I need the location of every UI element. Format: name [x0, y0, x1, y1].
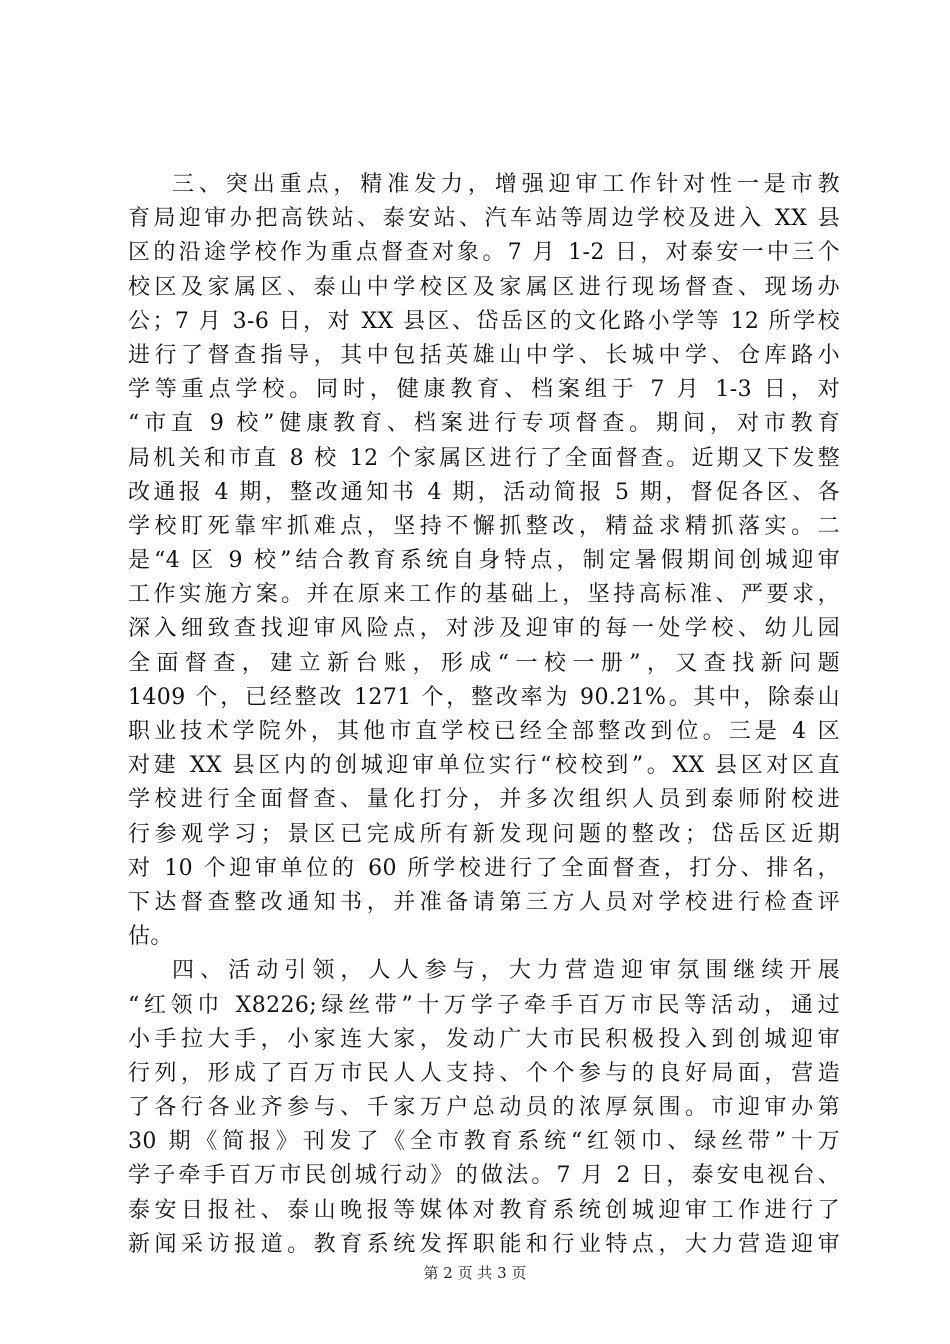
paragraph-line: 公；7 月 3-6 日，对 XX 县区、岱岳区的文化路小学等 12 所学校 [128, 308, 840, 334]
paragraph-line: 区的沿途学校作为重点督查对象。7 月 1-2 日，对泰安一中三个 [128, 240, 840, 266]
paragraph-line: 改通报 4 期，整改通知书 4 期，活动简报 5 期，督促各区、各 [128, 479, 840, 505]
paragraph-section-4 [128, 954, 840, 1262]
paragraph-line: 职业技术学院外，其他市直学校已经全部整改到位。三是 4 区 [128, 719, 840, 744]
paragraph-line: 校区及家属区、泰山中学校区及家属区进行现场督查、现场办 [128, 274, 840, 300]
paragraph-line: “红领巾 X8226;绿丝带”十万学子牵手百万市民等活动，通过 [128, 992, 840, 1018]
paragraph-line: “市直 9 校”健康教育、档案进行专项督查。期间，对市教育 [128, 411, 840, 437]
paragraph-line: 育局迎审办把高铁站、泰安站、汽车站等周边学校及进入 XX 县 [128, 206, 840, 232]
paragraph-line: 工作实施方案。并在原来工作的基础上，坚持高标准、严要求， [128, 582, 840, 608]
paragraph-line: 进行了督查指导，其中包括英雄山中学、长城中学、仓库路小 [128, 342, 840, 368]
paragraph-line: 了各行各业齐参与、千家万户总动员的浓厚氛围。市迎审办第 [128, 1095, 840, 1121]
paragraph-line: 深入细致查找迎审风险点，对涉及迎审的每一处学校、幼儿园 [128, 616, 840, 642]
paragraph-line: 局机关和市直 8 校 12 个家属区进行了全面督查。近期又下发整 [128, 445, 840, 471]
paragraph-line: 全面督查，建立新台账，形成“一校一册”，又查找新问题 [128, 650, 840, 676]
paragraph-line: 是“4 区 9 校”结合教育系统自身特点，制定暑假期间创城迎审 [128, 548, 840, 574]
paragraph-line: 行列，形成了百万市民人人支持、个个参与的良好局面，营造 [128, 1060, 840, 1086]
page-number-footer: 第 2 页 共 3 页 [423, 1264, 527, 1282]
paragraph-line: 四、活动引领，人人参与，大力营造迎审氛围继续开展 [172, 958, 840, 984]
paragraph-line: 对 10 个迎审单位的 60 所学校进行了全面督查，打分、排名， [128, 855, 840, 881]
paragraph-line: 1409 个，已经整改 1271 个，整改率为 90.21%。其中，除泰山 [128, 684, 840, 710]
paragraph-line: 下达督查整改通知书，并准备请第三方人员对学校进行检查评 [128, 889, 840, 915]
paragraph-line: 新闻采访报道。教育系统发挥职能和行业特点，大力营造迎审 [128, 1231, 840, 1257]
paragraph-line: 行参观学习；景区已完成所有新发现问题的整改；岱岳区近期 [128, 821, 840, 847]
paragraph-line: 学校进行全面督查、量化打分，并多次组织人员到泰师附校进 [128, 787, 840, 813]
paragraph-line: 学子牵手百万市民创城行动》的做法。7 月 2 日，泰安电视台、 [128, 1163, 840, 1189]
paragraph-line: 学校盯死靠牢抓难点，坚持不懈抓整改，精益求精抓落实。二 [128, 513, 840, 539]
paragraph-line: 30 期《简报》刊发了《全市教育系统“红领巾、绿丝带”十万 [128, 1129, 840, 1155]
paragraph-line: 学等重点学校。同时，健康教育、档案组于 7 月 1-3 日，对 [128, 377, 840, 403]
paragraph-line: 小手拉大手，小家连大家，发动广大市民积极投入到创城迎审 [128, 1026, 840, 1052]
paragraph-line: 三、突出重点，精准发力，增强迎审工作针对性一是市教 [172, 172, 840, 197]
document-body [128, 168, 840, 1262]
paragraph-line: 泰安日报社、泰山晚报等媒体对教育系统创城迎审工作进行了 [128, 1197, 840, 1223]
paragraph-section-3 [128, 168, 840, 954]
paragraph-line: 对建 XX 县区内的创城迎审单位实行“校校到”。XX 县区对区直 [128, 753, 840, 779]
paragraph-line: 估。 [128, 924, 173, 950]
